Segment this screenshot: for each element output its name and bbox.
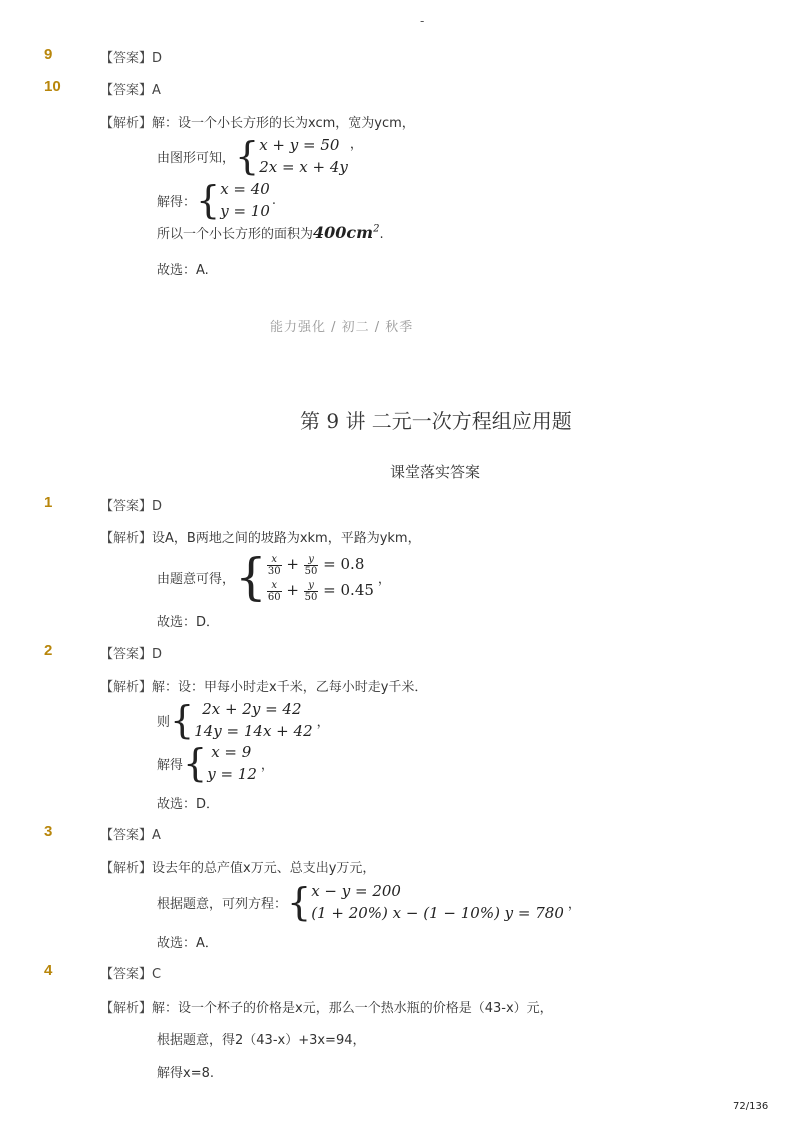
question-number-10: 10 — [44, 78, 61, 95]
left-brace: { — [183, 741, 208, 785]
analysis-text: 由图形可知， — [157, 150, 236, 166]
analysis-text: 解：设一个杯子的价格是x元，那么一个热水瓶的价格是（43-x）元， — [152, 1001, 553, 1016]
analysis-text: 解：设一个小长方形的长为xcm，宽为ycm， — [152, 116, 415, 131]
choice-line-3: 故选：A． — [157, 936, 218, 951]
left-brace: { — [196, 178, 221, 222]
left-brace: { — [235, 134, 260, 178]
question-number-4: 4 — [44, 962, 53, 979]
answer-tag: 【答案】 — [100, 828, 153, 843]
answer-tag: 【答案】 — [100, 499, 153, 514]
question-number-9: 9 — [44, 46, 53, 63]
fraction: $\frac{y}{50}$ — [304, 553, 318, 577]
analysis-text: 设去年的总产值x万元、总支出y万元， — [152, 861, 376, 876]
analysis-text: 设A，B两地之间的坡路为xkm，平路为ykm， — [152, 531, 421, 546]
area-exponent: 2 — [373, 223, 380, 235]
page-number: 72/136 — [733, 1101, 769, 1112]
answer-row-9 — [100, 47, 162, 66]
question-number-3: 3 — [44, 823, 53, 840]
equation: x = 40 — [220, 180, 270, 198]
equation-system-q1 — [157, 549, 391, 605]
equation-system-2 — [157, 177, 276, 223]
system-equations — [311, 880, 564, 924]
equation: x + y = 50 — [259, 136, 340, 154]
analysis-text: 解得x=8. — [157, 1066, 214, 1081]
answer-row-1 — [100, 495, 162, 514]
section-subtitle: 课堂落实答案 — [390, 463, 481, 481]
punctuation: ， — [260, 757, 274, 773]
analysis-text: 解得 — [157, 757, 184, 773]
answer-value: D — [152, 647, 163, 662]
answer-row-2 — [100, 643, 162, 662]
analysis-row-10 — [100, 112, 415, 131]
equation-system-q3 — [157, 879, 581, 925]
system-equations — [259, 134, 348, 178]
section-title: 第 9 讲 二元一次方程组应用题 — [300, 409, 572, 433]
answer-tag: 【答案】 — [100, 647, 153, 662]
left-brace: { — [287, 880, 312, 924]
choice-line-10: 故选：A. — [157, 263, 209, 278]
punctuation: ， — [377, 571, 391, 587]
analysis-tag: 【解析】 — [100, 116, 153, 131]
answer-tag: 【答案】 — [100, 967, 153, 982]
answer-row-3 — [100, 824, 161, 843]
analysis-text: 根据题意，得2（43-x）+3x=94， — [157, 1033, 366, 1048]
system-equations — [267, 551, 374, 603]
equation: y = 12 — [207, 765, 257, 783]
analysis-row-3 — [100, 857, 375, 876]
analysis-tag: 【解析】 — [100, 531, 153, 546]
analysis-text: 根据题意，可列方程： — [157, 896, 288, 912]
analysis-tag: 【解析】 — [100, 861, 153, 876]
answer-value: A — [152, 828, 161, 843]
analysis-row-1 — [100, 527, 421, 546]
equation-system-q2-1 — [157, 697, 330, 743]
answer-value: D — [152, 499, 163, 514]
equation: $\frac{x}{30}$ + $\frac{y}{50}$ = 0.8 — [267, 553, 365, 577]
answer-tag: 【答案】 — [100, 51, 153, 66]
equation: x − y = 200 — [311, 882, 401, 900]
analysis-row-2 — [100, 676, 427, 695]
equation: 2x = x + 4y — [259, 158, 348, 176]
choice-line-1: 故选：D． — [157, 615, 220, 630]
punctuation: ， — [567, 896, 581, 912]
system-equations — [207, 741, 257, 785]
answer-tag: 【答案】 — [100, 83, 153, 98]
analysis-text: 则 — [157, 714, 171, 730]
left-brace: { — [170, 698, 195, 742]
analysis-row-4 — [100, 997, 553, 1016]
analysis-text: 所以一个小长方形的面积为 — [157, 227, 314, 242]
system-equations — [194, 698, 312, 742]
area-line — [157, 223, 384, 242]
analysis-text: 解得： — [157, 194, 197, 210]
page-footer-label: 能力强化 / 初二 / 秋季 — [270, 320, 414, 335]
equation: $\frac{x}{60}$ + $\frac{y}{50}$ = 0.45 — [267, 579, 374, 603]
question-number-2: 2 — [44, 642, 53, 659]
left-brace: { — [235, 548, 267, 606]
answer-value: A — [152, 83, 161, 98]
analysis-text: 由题意可得， — [157, 571, 236, 587]
equation: y = 10 — [220, 202, 270, 220]
punctuation: . — [379, 227, 384, 242]
answer-row-4 — [100, 963, 161, 982]
answer-value: C — [152, 967, 162, 982]
punctuation: . — [271, 192, 277, 208]
equation-system-1 — [157, 133, 363, 179]
fraction: $\frac{x}{60}$ — [267, 579, 281, 603]
punctuation: ， — [316, 714, 330, 730]
equation-system-q2-2 — [157, 740, 274, 786]
analysis-tag: 【解析】 — [100, 680, 153, 695]
answer-row-10 — [100, 79, 161, 98]
top-mark: - — [420, 14, 425, 28]
equation: 2x + 2y = 42 — [202, 700, 302, 718]
choice-line-2: 故选：D． — [157, 797, 220, 812]
area-value: 400cm — [313, 223, 374, 242]
fraction: $\frac{x}{30}$ — [267, 553, 281, 577]
answer-value: D — [152, 51, 163, 66]
equation: x = 9 — [211, 743, 252, 761]
punctuation: ， — [349, 137, 363, 152]
question-number-1: 1 — [44, 494, 53, 511]
fraction: $\frac{y}{50}$ — [304, 579, 318, 603]
equation: (1 + 20%) x − (1 − 10%) y = 780 — [311, 904, 564, 922]
analysis-text: 解：设：甲每小时走x千米，乙每小时走y千米． — [152, 680, 428, 695]
system-equations — [220, 178, 270, 222]
analysis-tag: 【解析】 — [100, 1001, 153, 1016]
equation: 14y = 14x + 42 — [194, 722, 313, 740]
